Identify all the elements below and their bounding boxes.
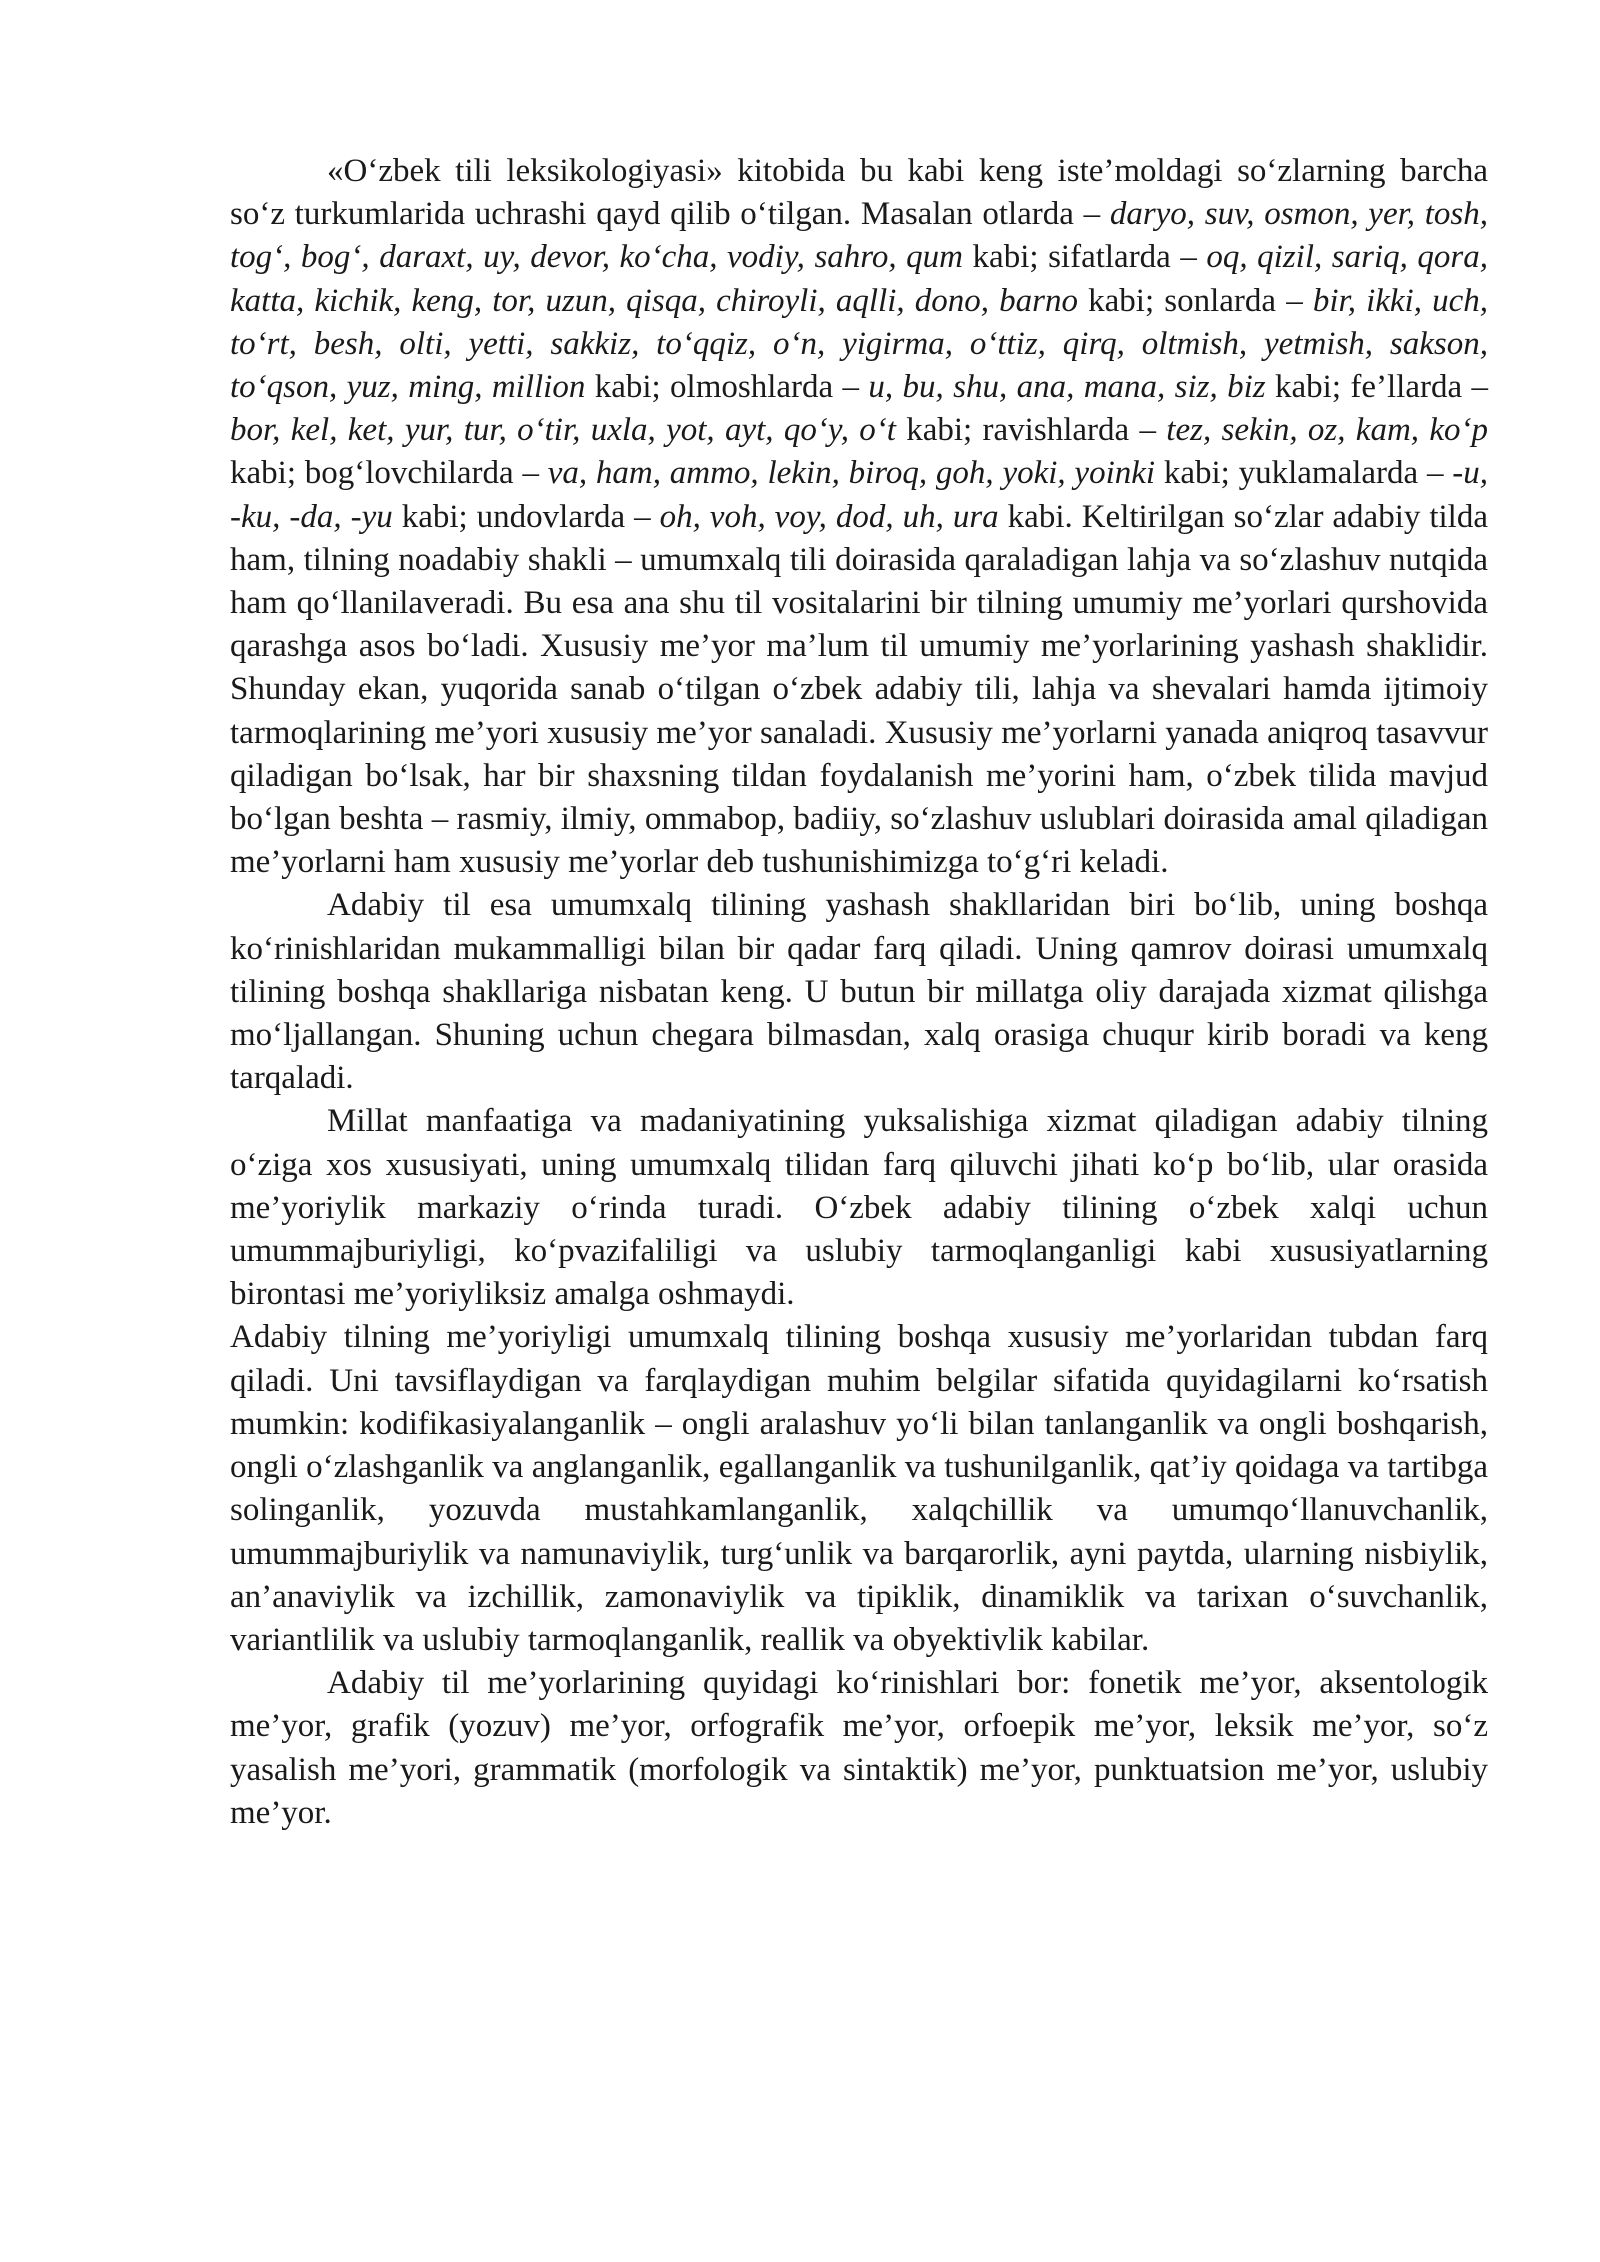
text-run: Adabiy tilning me’yoriyligi umumxalq tilining boshqa xususiy me’yorlaridan tubdan farq qiladi. Uni tavsiflaydigan va farqlaydigan muhim belgilar sifatida quyidagilarni ko‘rsatish mumkin: kodifikasiyalanganlik – ongli aralashuv yo‘li bilan tanlanganlik va ongli boshqarish, ongli o‘zlashganlik va anglanganlik, egallanganlik va tushunilganlik, qat’iy qoidaga va tartibga solinganlik, yozuvda mustahkamlanganlik, xalqchillik va umumqo‘llanuvchanlik, umummajburiylik va namunaviylik, turg‘unlik va barqarorlik, ayni paytda, ularning nisbiylik, an’anaviylik va izchillik, zamonaviylik va tipiklik, dinamiklik va tarixan o‘suvchanlik, variantlilik va uslubiy tarmoqlanganlik, reallik va obyektivlik kabilar.: [230, 1319, 1488, 1658]
text-run: kabi; ravishlarda –: [895, 412, 1167, 449]
text-run: kabi; fe’llarda –: [1265, 369, 1488, 406]
text-run: kabi; undovlarda –: [392, 498, 660, 535]
text-run: kabi; sonlarda –: [1078, 282, 1313, 319]
text-run: kabi; olmoshlarda –: [585, 369, 869, 406]
paragraph-1: [230, 150, 1488, 884]
text-run: kabi. Keltirilgan so‘zlar adabiy tilda ham, tilning noadabiy shakli – umumxalq tili doirasida qaraladigan lahja va so‘zlashuv nutqida ham qo‘llanilaveradi. Bu esa ana shu til vositalarini bir tilning umumiy me’yorlari qurshovida qarashga asos bo‘ladi. Xususiy me’yor ma’lum til umumiy me’yorlarining yashash shaklidir. Shunday ekan, yuqorida sanab o‘tilgan o‘zbek adabiy tili, lahja va shevalari hamda ijtimoiy tarmoqlarining me’yori xususiy me’yor sanaladi. Xususiy me’yorlarni yanada aniqroq tasavvur qiladigan bo‘lsak, har bir shaxsning tildan foydalanish me’yorini ham, o‘zbek tilida mavjud bo‘lgan beshta – rasmiy, ilmiy, ommabop, badiiy, so‘zlashuv uslublari doirasida amal qiladigan me’yorlarni ham xususiy me’yorlar deb tushunishimizga to‘g‘ri keladi.: [230, 498, 1489, 881]
text-run: kabi; bog‘lovchilarda –: [230, 455, 548, 492]
text-run: Adabiy til me’yorlarining quyidagi ko‘rinishlari bor: fonetik me’yor, aksentologik me’yor, grafik (yozuv) me’yor, orfografik me’yor, orfoepik me’yor, leksik me’yor, so‘z yasalish me’yori, grammatik (morfologik va sintaktik) me’yor, punktuatsion me’yor, uslubiy me’yor.: [230, 1665, 1488, 1831]
italic-text-run: daryo, suv, osmon, yer, tosh, tog‘, bog‘, daraxt, uy, devor, ko‘cha, vodiy, sahro, qum: [230, 196, 1488, 276]
italic-text-run: -u, -ku, -da, -yu: [230, 455, 1488, 535]
paragraph-2: [230, 884, 1488, 1100]
italic-text-run: bor, kel, ket, yur, tur, o‘tir, uxla, yot, ayt, qo‘y, o‘t: [230, 412, 896, 449]
italic-text-run: oh, voh, voy, dod, uh, ura: [659, 498, 999, 535]
text-run: kabi; sifatlarda –: [963, 239, 1207, 276]
text-run: kabi; yuklamalarda –: [1155, 455, 1453, 492]
paragraph-5: [230, 1662, 1488, 1835]
paragraph-4: [230, 1316, 1488, 1662]
document-page: [230, 150, 1488, 1835]
italic-text-run: u, bu, shu, ana, mana, siz, biz: [868, 369, 1266, 406]
italic-text-run: tez, sekin, oz, kam, ko‘p: [1166, 412, 1488, 449]
text-run: Adabiy til esa umumxalq tilining yashash shakllaridan biri bo‘lib, uning boshqa ko‘rinishlaridan mukammalligi bilan bir qadar farq qiladi. Uning qamrov doirasi umumxalq tilining boshqa shakllariga nisbatan keng. U butun bir millatga oliy darajada xizmat qilishga mo‘ljallangan. Shuning uchun chegara bilmasdan, xalq orasiga chuqur kirib boradi va keng tarqaladi.: [230, 887, 1488, 1097]
italic-text-run: oq, qizil, sariq, qora, katta, kichik, keng, tor, uzun, qisqa, chiroyli, aqlli, dono, barno: [230, 239, 1489, 319]
text-run: «O‘zbek tili leksikologiyasi» kitobida bu kabi keng iste’moldagi so‘zlarning barcha so‘z turkumlarida uchrashi qayd qilib o‘tilgan. Masalan otlarda –: [230, 153, 1488, 233]
italic-text-run: va, ham, ammo, lekin, biroq, goh, yoki, yoinki: [547, 455, 1156, 492]
paragraph-3: [230, 1100, 1488, 1316]
italic-text-run: bir, ikki, uch, to‘rt, besh, olti, yetti, sakkiz, to‘qqiz, o‘n, yigirma, o‘ttiz, qirq, oltmish, yetmish, sakson, to‘qson, yuz, ming, million: [230, 282, 1488, 406]
text-run: Millat manfaatiga va madaniyatining yuksalishiga xizmat qiladigan adabiy tilning o‘ziga xos xususiyati, uning umumxalq tilidan farq qiluvchi jihati ko‘p bo‘lib, ular orasida me’yoriylik markaziy o‘rinda turadi. O‘zbek adabiy tilining o‘zbek xalqi uchun umummajburiyligi, ko‘pvazifaliligi va uslubiy tarmoqlanganligi kabi xususiyatlarning birontasi me’yoriyliksiz amalga oshmaydi.: [230, 1103, 1488, 1313]
